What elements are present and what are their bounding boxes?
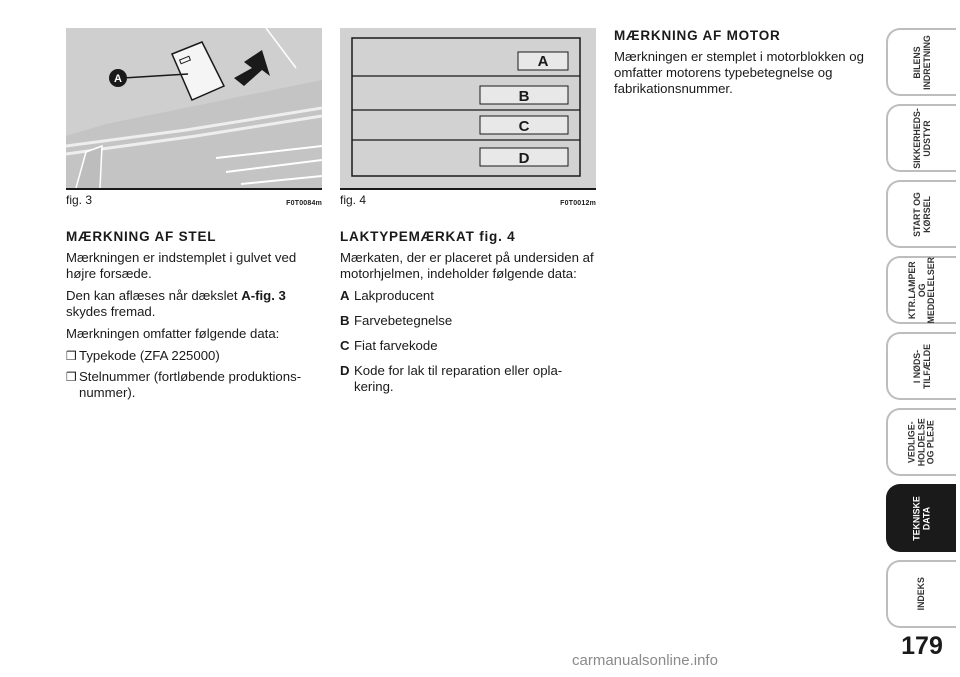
label-c: C <box>518 118 530 135</box>
para-contents: Mærkningen omfatter følgende data: <box>66 326 280 341</box>
tab-start-og-korsel[interactable]: START OG KØRSEL <box>886 180 956 248</box>
tab-tekniske-data[interactable]: TEKNISKE DATA <box>886 484 956 552</box>
label-a: A <box>537 53 549 70</box>
marker-a-label: A <box>114 73 122 85</box>
figure-3 <box>66 28 322 190</box>
tab-indeks[interactable]: INDEKS <box>886 560 956 628</box>
paint-label-illustration <box>340 28 596 188</box>
page-number: 179 <box>901 632 943 660</box>
legend-item: D Kode for lak til reparation eller oplakering. <box>340 363 563 394</box>
floor-panel-illustration <box>66 28 322 188</box>
figure-4 <box>340 28 596 190</box>
para-engine: Mærkningen er stemplet i motorblokken og omfatter motorens typebetegnelse og fabrikationsnummer. <box>614 49 864 96</box>
checkbox-icon: ❒ <box>66 349 77 363</box>
watermark: carmanualsonline.info <box>572 652 718 669</box>
fig3-code: F0T0084m <box>286 200 322 207</box>
heading-engine: MÆRKNING AF MOTOR <box>614 28 781 43</box>
fig4-caption: fig. 4 <box>340 193 367 207</box>
fig4-code: F0T0012m <box>560 200 596 207</box>
fig3-caption: fig. 3 <box>66 193 93 207</box>
bullet-item: ❒ Stelnummer (fortløbende produktionsnummer). <box>66 369 302 400</box>
column-chassis-marking <box>66 28 322 406</box>
tab-ktr-lamper[interactable]: KTR.LAMPER OG MEDDELELSER <box>886 256 956 324</box>
heading-paint: LAKTYPEMÆRKAT fig. 4 <box>340 229 516 244</box>
column-paint-label <box>340 28 596 404</box>
heading-chassis: MÆRKNING AF STEL <box>66 229 217 244</box>
label-b: B <box>518 88 530 105</box>
tab-bilens-indretning[interactable]: BILENS INDRETNING <box>886 28 956 96</box>
legend-item: C Fiat farvekode <box>340 338 438 353</box>
legend-item: B Farvebetegnelse <box>340 313 453 328</box>
checkbox-icon: ❒ <box>66 370 77 384</box>
legend-item: A Lakproducent <box>340 288 434 303</box>
figure-4-caption <box>340 193 596 207</box>
tab-i-nodstilfaelde[interactable]: I NØDS- TILFÆLDE <box>886 332 956 400</box>
label-d: D <box>518 150 530 167</box>
column-engine-marking <box>614 28 870 103</box>
bullet-item: ❒ Typekode (ZFA 225000) <box>66 348 220 363</box>
para-cover: Den kan aflæses når dækslet A-fig. 3 skydes fremad. <box>66 288 286 319</box>
tab-sikkerhedsudstyr[interactable]: SIKKERHEDS- UDSTYR <box>886 104 956 172</box>
tab-vedligeholdelse[interactable]: VEDLIGE- HOLDELSE OG PLEJE <box>886 408 956 476</box>
para-location: Mærkningen er indstemplet i gulvet ved højre forsæde. <box>66 250 297 281</box>
para-paint-intro: Mærkaten, der er placeret på undersiden af motorhjelmen, indeholder følgende data: <box>340 250 594 281</box>
figure-3-caption <box>66 193 322 207</box>
